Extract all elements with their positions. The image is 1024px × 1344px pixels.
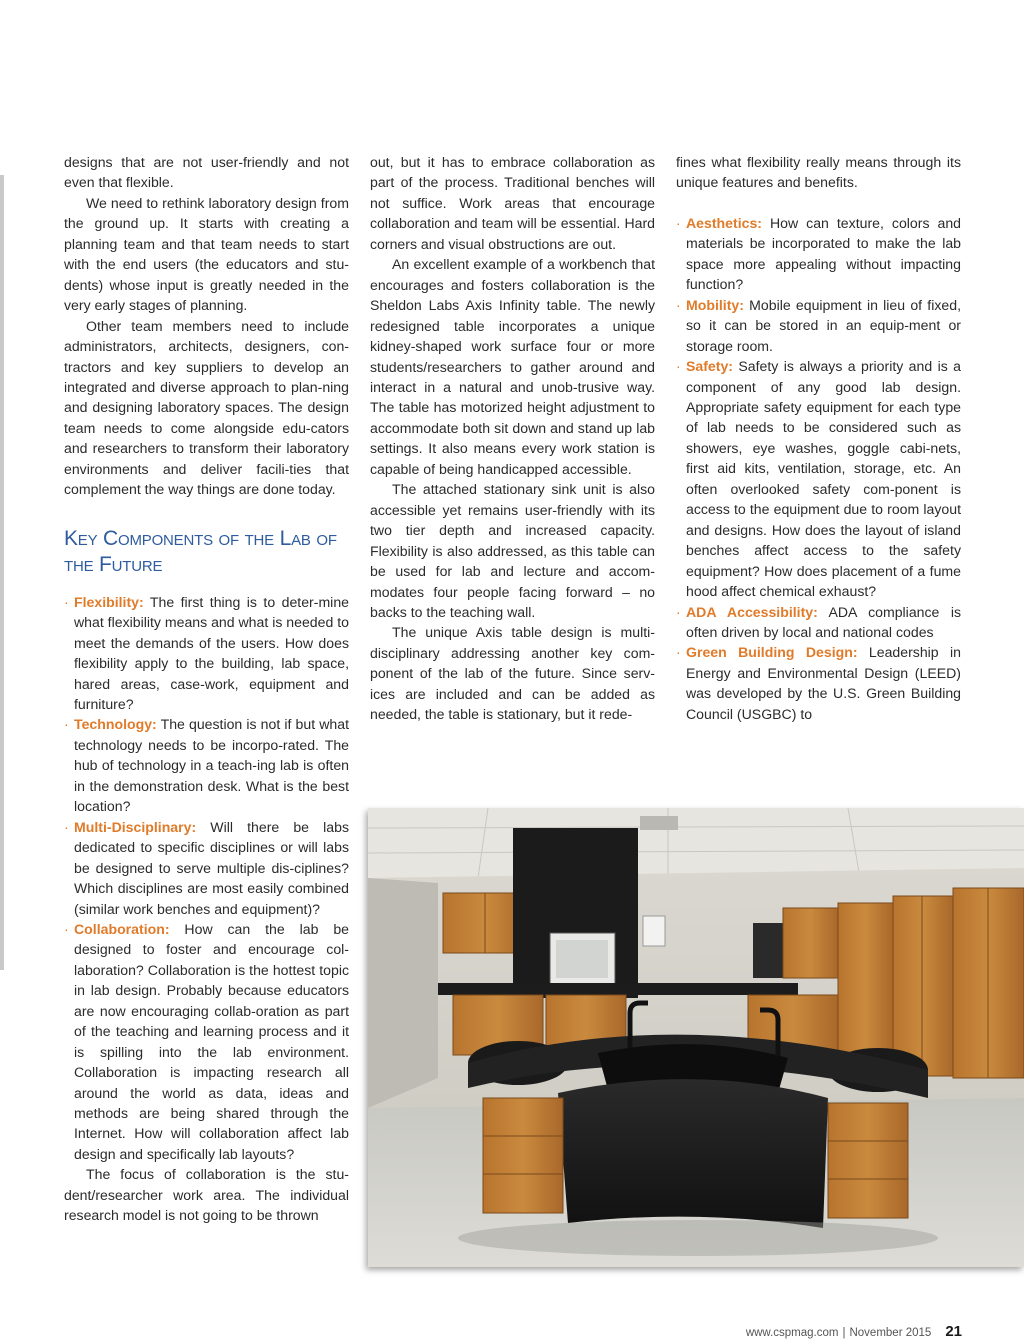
- paragraph: The unique Axis table design is multi-disciplinary addressing another key com-ponent of the lab of the future. Since serv-ices are included and can be added as needed, the table is stationary, but it rede-: [370, 624, 655, 723]
- list-item: [64, 919, 349, 1164]
- bullet-text: The question is not if but what technology needs to be incorpo-rated. The hub of technology in a teach-ing lab is often in the demonstration desk. What is the best location?: [74, 716, 349, 815]
- lab-illustration: [368, 808, 1024, 1267]
- bullet-icon: ·: [64, 593, 69, 610]
- bullet-text: How can the lab be designed to foster and encourage col-laboration? Collaboration is the hottest topic in lab design. Probably because educators are now encouraging collab-oration as part of the teaching and learning process and it is spilling into the lab environment. Collaboration is impacting research all around the world as data, ideas and methods are being shared through the Internet. How will collaboration affect lab design and specifically lab layouts?: [74, 920, 349, 1162]
- page-footer: [700, 1323, 962, 1340]
- column-3: [676, 152, 961, 724]
- bullet-text: Safety is always a priority and is a component of any good lab design. Appropriate safety equipment for each type of lab needs to be considered such as showers, eye washes, goggle cabi-nets, first aid kits, ventilation, storage, etc. An often overlooked safety com-ponent is access to the equipment due to room layout and designs. How does the layout of island benches affect access to the safety equipment? How does placement of a fume hood affect chemical exhaust?: [686, 358, 961, 600]
- list-item: [676, 356, 961, 601]
- list-item: [64, 817, 349, 919]
- bullet-text: ADA compliance is often driven by local and national codes: [686, 603, 961, 640]
- page-edge-shadow: [0, 175, 4, 970]
- lab-photo: [368, 808, 1024, 1267]
- list-item: [64, 592, 349, 715]
- footer-site: www.cspmag.com: [745, 1327, 839, 1339]
- bullet-icon: ·: [64, 818, 69, 835]
- bullet-icon: ·: [676, 603, 681, 620]
- list-item: [64, 714, 349, 816]
- bullet-text: Mobile equipment in lieu of fixed, so it can be stored in an equip-ment or storage room.: [686, 296, 961, 354]
- list-item: [676, 295, 961, 356]
- bullet-icon: ·: [676, 214, 681, 231]
- section-heading: Key Components of the Lab of the Future: [64, 526, 337, 576]
- paragraph: fines what flexibility really means through its unique features and benefits.: [676, 154, 961, 191]
- bullet-icon: ·: [676, 358, 681, 375]
- bullet-icon: ·: [676, 296, 681, 313]
- bullet-text: The first thing is to deter-mine what flexibility means and what is needed to meet the demands of the users. How does flexibility apply to the building, lab space, hared areas, case-work, equipment and furniture?: [74, 593, 349, 712]
- column-1: [64, 152, 349, 1226]
- paragraph: We need to rethink laboratory design from the ground up. It starts with creating a planning team and that team needs to start with the end users (the educators and stu-dents) whose input is greatly needed in the very early stages of planning.: [64, 194, 349, 314]
- page-number: 21: [945, 1323, 962, 1340]
- bullet-term: Technology:: [74, 716, 157, 733]
- bullet-list: [676, 213, 961, 724]
- bullet-list: [64, 592, 349, 1165]
- paragraph: out, but it has to embrace collaboration as part of the process. Traditional benches will not suffice. Work areas that encourage collaboration and team will be essential. Hard corners and visual obstructions are out.: [370, 154, 655, 252]
- list-item: [676, 642, 961, 724]
- bullet-term: Multi-Disciplinary:: [74, 818, 197, 835]
- bullet-text: How can texture, colors and materials be incorporated to make the lab space more appealing without impacting function?: [686, 214, 961, 293]
- bullet-term: Aesthetics:: [686, 214, 762, 231]
- bullet-text: Will there be labs dedicated to specific disciplines or will labs be designed to serve multiple dis-ciplines? Which disciplines are most easily combined (similar work benches and equipment)?: [74, 818, 349, 917]
- list-item: [676, 213, 961, 295]
- bullet-icon: ·: [64, 920, 69, 937]
- paragraph: The focus of collaboration is the stu-dent/researcher work area. The individual research model is not going to be thrown: [64, 1166, 349, 1224]
- footer-divider: |: [842, 1327, 846, 1339]
- bullet-term: Green Building Design:: [686, 644, 858, 661]
- paragraph: Other team members need to include administrators, architects, designers, con-tractors and key suppliers to develop an integrated and diverse approach to plan-ning and designing laboratory spaces. The design team needs to come alongside edu-cators and researchers to transform their laboratory environments and deliver facili-ties that complement the way things are done today.: [64, 317, 349, 498]
- bullet-term: Flexibility:: [74, 593, 144, 610]
- paragraph: An excellent example of a workbench that encourages and fosters collaboration is the Sheldon Labs Axis Infinity table. The newly redesigned table incorporates a unique kidney-shaped work surface four or more students/researchers to gather around and interact in a natural and unob-trusive way. The table has motorized height adjustment to accommodate both sit down and stand up lab settings. It also means every work station is capable of being handicapped accessible.: [370, 256, 655, 477]
- bullet-term: Collaboration:: [74, 920, 170, 937]
- list-item: [676, 602, 961, 643]
- paragraph: The attached stationary sink unit is also accessible yet remains user-friendly with its two tier depth and increased capacity. Flexibility is also addressed, as this table can be used for lab and lecture and accom-modates four people facing forward – no backs to the teaching wall.: [370, 481, 655, 620]
- bullet-term: ADA Accessibility:: [686, 603, 818, 620]
- bullet-term: Mobility:: [686, 296, 744, 313]
- bullet-term: Safety:: [686, 358, 733, 375]
- paragraph: designs that are not user-friendly and not even that flexible.: [64, 154, 349, 191]
- bullet-icon: ·: [64, 716, 69, 733]
- column-2: [370, 152, 655, 725]
- bullet-icon: ·: [676, 644, 681, 661]
- footer-date: November 2015: [849, 1327, 932, 1339]
- bullet-text: Leadership in Energy and Environmental Design (LEED) was developed by the U.S. Green Building Council (USGBC) to: [686, 644, 961, 722]
